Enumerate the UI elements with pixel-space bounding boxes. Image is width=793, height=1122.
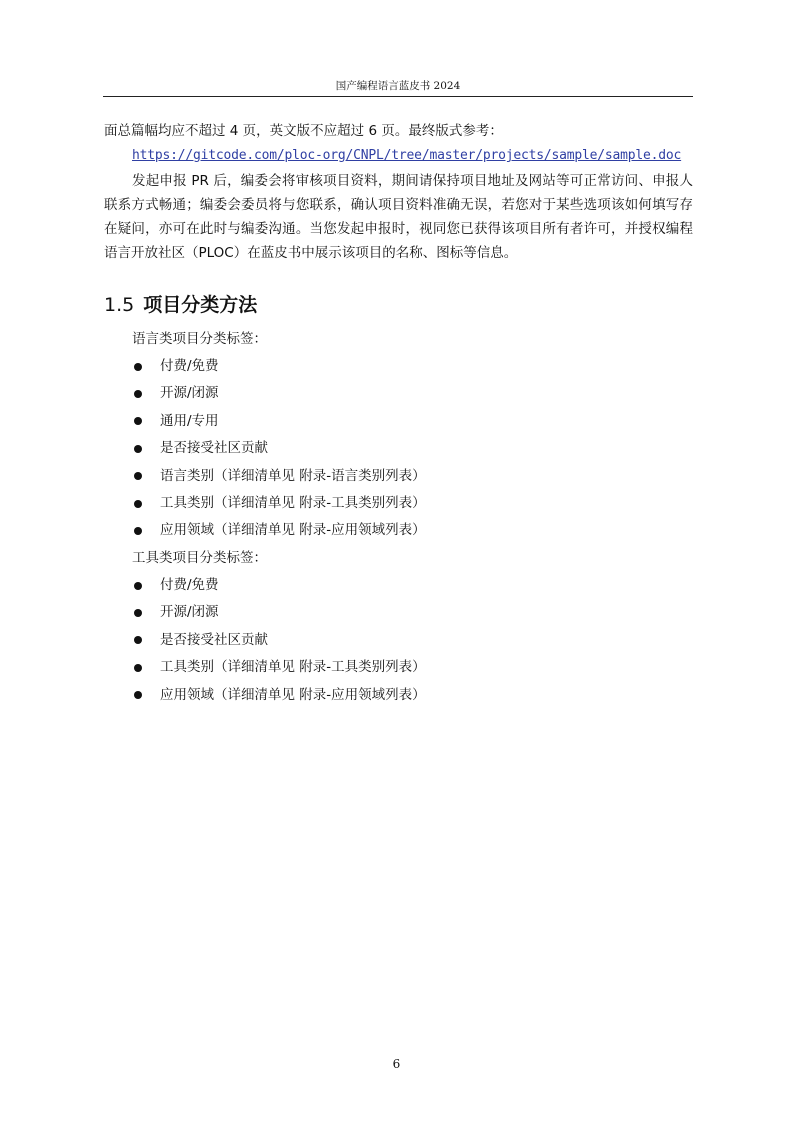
- intro-line: 面总篇幅均应不超过 4 页，英文版不应超过 6 页。最终版式参考：: [104, 123, 503, 139]
- list-item: [132, 682, 426, 709]
- list-item-text: 是否接受社区贡献: [160, 440, 268, 457]
- section-title: 项目分类方法: [143, 294, 258, 316]
- list-item-text: 付费/免费: [160, 358, 219, 374]
- bullet-icon: [134, 664, 142, 672]
- language-tags-label: 语言类项目分类标签：: [132, 331, 267, 347]
- list-item-text: 开源/闭源: [160, 604, 219, 621]
- list-item-text: 应用领域（详细清单见 附录-应用领域列表）: [160, 686, 426, 703]
- sample-link-line: [104, 143, 693, 168]
- bullet-icon: [134, 582, 142, 590]
- list-item: [132, 463, 426, 490]
- section-number: 1.5: [104, 294, 135, 316]
- list-item: [132, 435, 426, 462]
- list-item-text: 工具类别（详细清单见 附录-工具类别列表）: [160, 659, 426, 676]
- list-item: [132, 572, 426, 599]
- list-item-text: 通用/专用: [160, 412, 219, 429]
- list-item-text: 应用领域（详细清单见 附录-应用领域列表）: [160, 522, 426, 539]
- header-rule: [103, 96, 693, 97]
- bullet-icon: [134, 417, 142, 425]
- bullet-icon: [134, 500, 142, 508]
- list-item: [132, 353, 426, 380]
- bullet-icon: [134, 363, 142, 371]
- tool-tags-list: [132, 572, 426, 709]
- list-item-text: 工具类别（详细清单见 附录-工具类别列表）: [160, 494, 426, 511]
- list-item: [132, 517, 426, 544]
- intro-block: [104, 119, 693, 265]
- bullet-icon: [134, 390, 142, 398]
- list-item: [132, 380, 426, 407]
- list-item-text: 开源/闭源: [160, 385, 219, 402]
- bullet-icon: [134, 445, 142, 453]
- language-tags-list: [132, 353, 426, 545]
- list-item: [132, 490, 426, 517]
- list-item: [132, 599, 426, 626]
- bullet-icon: [134, 472, 142, 480]
- list-item: [132, 408, 426, 435]
- list-item: [132, 654, 426, 681]
- bullet-icon: [134, 691, 142, 699]
- bullet-icon: [134, 527, 142, 535]
- list-item-text: 语言类别（详细清单见 附录-语言类别列表）: [160, 467, 426, 484]
- section-heading: [104, 292, 257, 318]
- sample-doc-link[interactable]: https://gitcode.com/ploc-org/CNPL/tree/master/projects/sample/sample.doc: [132, 148, 682, 163]
- list-item-text: 付费/免费: [160, 577, 219, 593]
- list-item: [132, 627, 426, 654]
- tool-tags-label: 工具类项目分类标签：: [132, 550, 267, 566]
- bullet-icon: [134, 609, 142, 617]
- page-number: 6: [392, 1057, 401, 1071]
- list-item-text: 是否接受社区贡献: [160, 631, 268, 648]
- submission-paragraph: 发起申报 PR 后，编委会将审核项目资料，期间请保持项目地址及网站等可正常访问、申报人联系方式畅通；编委会委员将与您联系，确认项目资料准确无误，若您对于某些选项该如何填写存在疑问，亦可在此时与编委沟通。当您发起申报时，视同您已获得该项目所有者许可，并授权编程语言开放社区（PLOC）在蓝皮书中展示该项目的名称、图标等信息。: [104, 173, 693, 261]
- bullet-icon: [134, 636, 142, 644]
- running-header: 国产编程语言蓝皮书 2024: [335, 80, 461, 92]
